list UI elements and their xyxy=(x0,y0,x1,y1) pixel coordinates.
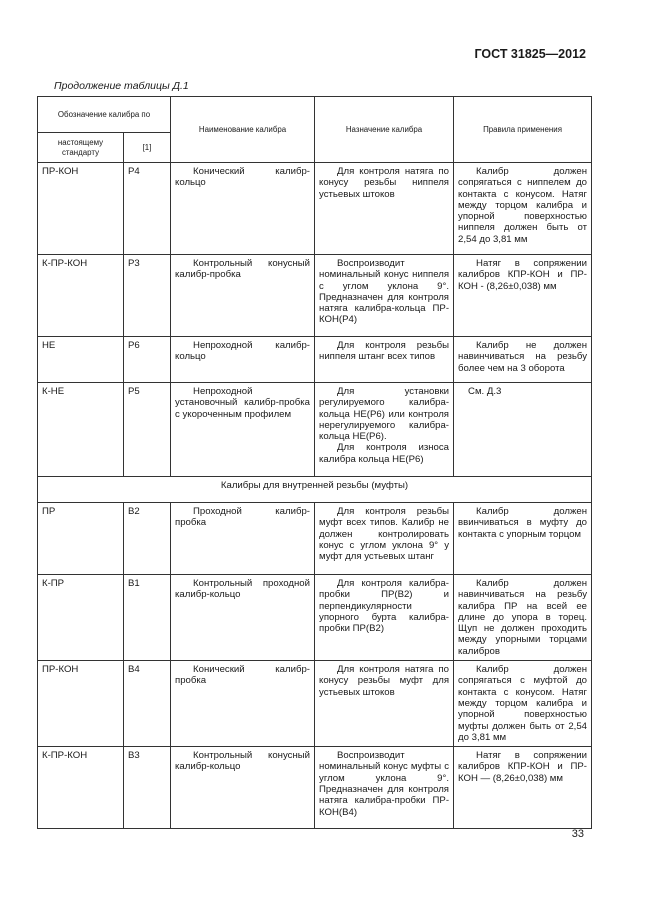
header-this-standard: настоящему стандарту xyxy=(38,133,124,163)
header-ref-standard: [1] xyxy=(124,133,171,163)
table-row xyxy=(38,383,592,477)
caliber-code: ПР-КОН xyxy=(38,661,124,747)
caliber-purpose-part2: Для контроля износа калибра кольца НЕ(Р6) xyxy=(319,442,450,465)
caliber-name: Проходной калибр-пробка xyxy=(171,503,315,575)
caliber-purpose-part1: Для установки регулируемого калибра-кольца НЕ(Р6) или контроля нерегулируемого калибра-кольца НЕ(Р6). xyxy=(319,386,450,443)
caliber-ref: В4 xyxy=(124,661,171,747)
caliber-name: Непроходной калибр-кольцо xyxy=(171,337,315,383)
caliber-rules: Калибр не должен навинчиваться на резьбу более чем на 3 оборота xyxy=(454,337,592,383)
caliber-purpose: Для контроля калибра-пробки ПР(В2) и перпендикулярности упорного бурта калибра-пробки ПР(В2) xyxy=(315,575,454,661)
header-rules: Правила применения xyxy=(454,97,592,163)
caliber-code: НЕ xyxy=(38,337,124,383)
document-code: ГОСТ 31825—2012 xyxy=(474,47,586,61)
caliber-purpose: Воспроизводит номинальный конус ниппеля с углом уклона 9°. Предназначен для контроля натяга калибра-кольца ПР-КОН(Р4) xyxy=(315,255,454,337)
table-caption: Продолжение таблицы Д.1 xyxy=(54,80,189,92)
caliber-code: К-ПР xyxy=(38,575,124,661)
caliber-code: К-ПР-КОН xyxy=(38,255,124,337)
caliber-purpose: Воспроизводит номинальный конус муфты с углом уклона 9°. Предназначен для контроля натяга калибра-пробки ПР-КОН(В4) xyxy=(315,747,454,829)
caliber-name: Конический калибр-кольцо xyxy=(171,163,315,255)
caliber-purpose: Для контроля натяга по конусу резьбы ниппеля устьевых штоков xyxy=(315,163,454,255)
caliber-purpose: Для контроля резьбы муфт всех типов. Калибр не должен контролировать конус с углом уклона 9° у муфт для устьевых штанг xyxy=(315,503,454,575)
caliber-rules: См. Д.3 xyxy=(454,383,592,477)
table-row xyxy=(38,163,592,255)
table-row xyxy=(38,337,592,383)
caliber-name: Конический калибр-пробка xyxy=(171,661,315,747)
caliber-rules: Калибр должен сопрягаться с муфтой до контакта с конусом. Натяг между торцом калибра и упорной поверхностью муфты должен быть от 2,54 до 3,81 мм xyxy=(454,661,592,747)
caliber-rules: Калибр должен сопрягаться с ниппелем до контакта с конусом. Натяг между торцом калибра и упорной поверхностью ниппеля должен быть от 2,54 до 3,81 мм xyxy=(454,163,592,255)
caliber-purpose xyxy=(315,383,454,477)
calibers-table xyxy=(37,96,592,829)
page-number: 33 xyxy=(571,828,584,840)
caliber-ref: В1 xyxy=(124,575,171,661)
caliber-rules: Калибр должен навинчиваться на резьбу калибра ПР на всей ее длине до упора в торец. Щуп не должен проходить между упорными торцами калибров xyxy=(454,575,592,661)
table-row xyxy=(38,661,592,747)
section-title: Калибры для внутренней резьбы (муфты) xyxy=(38,477,592,503)
caliber-name: Контрольный конусный калибр-кольцо xyxy=(171,747,315,829)
caliber-code: К-ПР-КОН xyxy=(38,747,124,829)
caliber-ref: В2 xyxy=(124,503,171,575)
caliber-purpose: Для контроля резьбы ниппеля штанг всех типов xyxy=(315,337,454,383)
caliber-name: Контрольный проходной калибр-кольцо xyxy=(171,575,315,661)
header-designation: Обозначение калибра по xyxy=(38,97,171,133)
section-row xyxy=(38,477,592,503)
table-row xyxy=(38,503,592,575)
caliber-rules: Натяг в сопряжении калибров КПР-КОН и ПР-КОН — (8,26±0,038) мм xyxy=(454,747,592,829)
table-row xyxy=(38,575,592,661)
caliber-purpose: Для контроля натяга по конусу резьбы муфт для устьевых штоков xyxy=(315,661,454,747)
caliber-name: Контрольный конусный калибр-пробка xyxy=(171,255,315,337)
caliber-name: Непроходной установочный калибр-пробка с укороченным профилем xyxy=(171,383,315,477)
caliber-ref: Р5 xyxy=(124,383,171,477)
caliber-code: ПР-КОН xyxy=(38,163,124,255)
caliber-rules: Натяг в сопряжении калибров КПР-КОН и ПР-КОН - (8,26±0,038) мм xyxy=(454,255,592,337)
table-row xyxy=(38,255,592,337)
table-row xyxy=(38,747,592,829)
caliber-ref: Р3 xyxy=(124,255,171,337)
caliber-code: К-НЕ xyxy=(38,383,124,477)
header-name: Наименование калибра xyxy=(171,97,315,163)
caliber-ref: Р4 xyxy=(124,163,171,255)
caliber-rules: Калибр должен ввинчиваться в муфту до контакта с упорным торцом xyxy=(454,503,592,575)
caliber-ref: Р6 xyxy=(124,337,171,383)
header-purpose: Назначение калибра xyxy=(315,97,454,163)
caliber-ref: В3 xyxy=(124,747,171,829)
caliber-code: ПР xyxy=(38,503,124,575)
